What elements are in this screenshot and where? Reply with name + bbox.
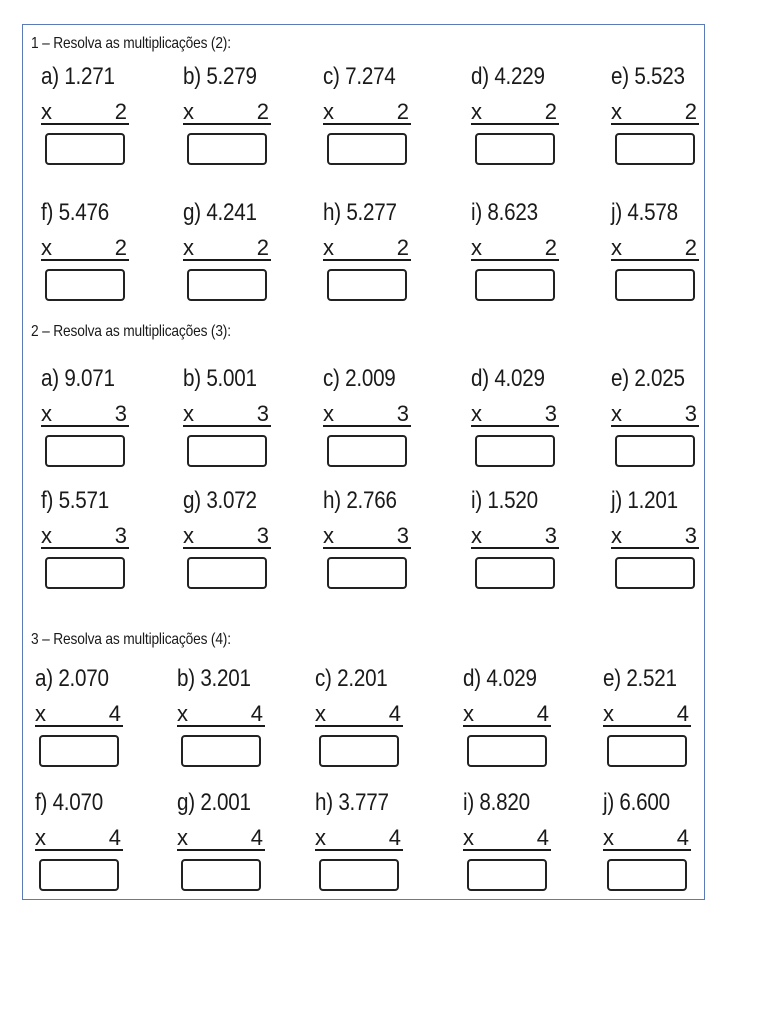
multiplier: 3 <box>256 523 269 548</box>
answer-box[interactable] <box>327 435 407 467</box>
problem-letter: g) <box>183 487 201 514</box>
multiplier: 4 <box>388 701 401 726</box>
problem-2-j <box>611 487 723 567</box>
problem-label <box>471 63 545 91</box>
problem-letter: c) <box>323 365 340 392</box>
problem-label <box>463 665 537 693</box>
operation-line <box>315 699 403 727</box>
problem-letter: j) <box>611 199 622 226</box>
operation-line <box>611 521 699 549</box>
problem-letter: g) <box>183 199 201 226</box>
multiplier: 2 <box>256 99 269 124</box>
answer-box[interactable] <box>607 859 687 891</box>
multiplier: 3 <box>396 523 409 548</box>
problem-number: 1.201 <box>627 487 678 514</box>
multiplier: 2 <box>114 99 127 124</box>
operation-line <box>323 233 411 261</box>
problem-label <box>603 789 670 817</box>
problem-2-d <box>471 365 583 445</box>
answer-box[interactable] <box>475 269 555 301</box>
problem-label <box>35 665 109 693</box>
problem-2-h <box>323 487 435 567</box>
multiplier: 4 <box>676 701 689 726</box>
problem-letter: b) <box>183 365 201 392</box>
times-sign: x <box>323 99 334 124</box>
problem-3-g <box>177 789 289 869</box>
answer-box[interactable] <box>475 557 555 589</box>
problem-letter: a) <box>35 665 53 692</box>
problem-letter: i) <box>471 199 482 226</box>
problem-letter: j) <box>603 789 614 816</box>
problem-number: 5.571 <box>58 487 109 514</box>
problem-number: 4.241 <box>206 199 257 226</box>
operation-line <box>611 233 699 261</box>
times-sign: x <box>471 401 482 426</box>
problem-letter: b) <box>177 665 195 692</box>
operation-line <box>41 521 129 549</box>
problem-label <box>183 487 257 515</box>
answer-box[interactable] <box>615 133 695 165</box>
multiplier: 2 <box>396 235 409 260</box>
problem-3-c <box>315 665 427 745</box>
times-sign: x <box>323 523 334 548</box>
problem-label <box>611 365 685 393</box>
problem-label <box>611 63 685 91</box>
section-3-title: 3 – Resolva as multiplicações (4): <box>31 631 231 648</box>
multiplier: 4 <box>388 825 401 850</box>
problem-1-c <box>323 63 435 143</box>
operation-line <box>177 823 265 851</box>
problem-letter: e) <box>611 365 629 392</box>
problem-number: 8.623 <box>487 199 538 226</box>
times-sign: x <box>41 99 52 124</box>
multiplier: 4 <box>676 825 689 850</box>
times-sign: x <box>183 99 194 124</box>
problem-2-b <box>183 365 295 445</box>
problem-number: 5.523 <box>634 63 685 90</box>
operation-line <box>603 699 691 727</box>
problem-letter: e) <box>611 63 629 90</box>
problem-number: 3.201 <box>200 665 251 692</box>
answer-box[interactable] <box>607 735 687 767</box>
problem-1-b <box>183 63 295 143</box>
operation-line <box>611 399 699 427</box>
operation-line <box>463 823 551 851</box>
problem-1-e <box>611 63 723 143</box>
problem-number: 1.520 <box>487 487 538 514</box>
problem-label <box>471 365 545 393</box>
answer-box[interactable] <box>615 269 695 301</box>
operation-line <box>471 521 559 549</box>
multiplier: 3 <box>684 401 697 426</box>
times-sign: x <box>471 99 482 124</box>
operation-line <box>611 97 699 125</box>
problem-label <box>41 199 109 227</box>
times-sign: x <box>323 235 334 260</box>
problem-1-f <box>41 199 153 279</box>
problem-letter: f) <box>41 487 54 514</box>
times-sign: x <box>41 235 52 260</box>
problem-number: 4.578 <box>627 199 678 226</box>
problem-letter: e) <box>603 665 621 692</box>
problem-label <box>177 665 251 693</box>
operation-line <box>41 399 129 427</box>
operation-line <box>35 699 123 727</box>
times-sign: x <box>35 825 46 850</box>
answer-box[interactable] <box>327 269 407 301</box>
problem-label <box>183 63 257 91</box>
multiplier: 3 <box>684 523 697 548</box>
problem-label <box>41 487 109 515</box>
operation-line <box>183 521 271 549</box>
answer-box[interactable] <box>319 859 399 891</box>
times-sign: x <box>177 825 188 850</box>
problem-letter: a) <box>41 63 59 90</box>
problem-number: 8.820 <box>479 789 530 816</box>
problem-number: 4.070 <box>52 789 103 816</box>
problem-number: 9.071 <box>64 365 115 392</box>
problem-number: 2.201 <box>337 665 388 692</box>
times-sign: x <box>611 401 622 426</box>
problem-number: 4.029 <box>494 365 545 392</box>
answer-box[interactable] <box>39 859 119 891</box>
times-sign: x <box>35 701 46 726</box>
times-sign: x <box>603 701 614 726</box>
operation-line <box>183 399 271 427</box>
problem-1-h <box>323 199 435 279</box>
multiplier: 2 <box>544 99 557 124</box>
problem-1-j <box>611 199 723 279</box>
problem-label <box>183 365 257 393</box>
problem-label <box>315 789 389 817</box>
times-sign: x <box>41 401 52 426</box>
problem-label <box>463 789 530 817</box>
problem-2-g <box>183 487 295 567</box>
answer-box[interactable] <box>615 435 695 467</box>
problem-letter: h) <box>323 199 341 226</box>
problem-3-f <box>35 789 147 869</box>
worksheet <box>22 24 705 900</box>
times-sign: x <box>611 99 622 124</box>
problem-label <box>323 199 397 227</box>
problem-label <box>323 487 397 515</box>
section-1-title: 1 – Resolva as multiplicações (2): <box>31 35 231 52</box>
multiplier: 2 <box>114 235 127 260</box>
problem-letter: b) <box>183 63 201 90</box>
problem-letter: h) <box>323 487 341 514</box>
problem-label <box>35 789 103 817</box>
multiplier: 2 <box>396 99 409 124</box>
problem-letter: d) <box>471 365 489 392</box>
problem-label <box>41 365 115 393</box>
problem-number: 1.271 <box>64 63 115 90</box>
problem-label <box>323 63 396 91</box>
answer-box[interactable] <box>45 435 125 467</box>
answer-box[interactable] <box>45 269 125 301</box>
multiplier: 4 <box>250 825 263 850</box>
multiplier: 2 <box>684 99 697 124</box>
times-sign: x <box>603 825 614 850</box>
operation-line <box>41 233 129 261</box>
problem-label <box>611 199 678 227</box>
problem-2-i <box>471 487 583 567</box>
problem-label <box>471 199 538 227</box>
times-sign: x <box>183 401 194 426</box>
times-sign: x <box>177 701 188 726</box>
multiplier: 4 <box>108 825 121 850</box>
operation-line <box>323 399 411 427</box>
problem-letter: i) <box>471 487 482 514</box>
problem-3-a <box>35 665 147 745</box>
multiplier: 2 <box>684 235 697 260</box>
answer-box[interactable] <box>467 735 547 767</box>
problem-number: 2.025 <box>634 365 685 392</box>
times-sign: x <box>471 235 482 260</box>
problem-label <box>41 63 115 91</box>
problem-letter: h) <box>315 789 333 816</box>
answer-box[interactable] <box>181 735 261 767</box>
multiplier: 3 <box>114 401 127 426</box>
operation-line <box>35 823 123 851</box>
answer-box[interactable] <box>327 557 407 589</box>
problem-label <box>471 487 538 515</box>
problem-letter: d) <box>463 665 481 692</box>
times-sign: x <box>315 701 326 726</box>
times-sign: x <box>463 825 474 850</box>
problem-number: 6.600 <box>619 789 670 816</box>
problem-number: 2.009 <box>345 365 396 392</box>
times-sign: x <box>183 235 194 260</box>
problem-number: 2.521 <box>626 665 677 692</box>
multiplier: 3 <box>114 523 127 548</box>
answer-box[interactable] <box>475 435 555 467</box>
problem-1-a <box>41 63 153 143</box>
section-2-title: 2 – Resolva as multiplicações (3): <box>31 323 231 340</box>
operation-line <box>471 97 559 125</box>
operation-line <box>323 97 411 125</box>
problem-number: 4.029 <box>486 665 537 692</box>
answer-box[interactable] <box>327 133 407 165</box>
problem-letter: g) <box>177 789 195 816</box>
operation-line <box>323 521 411 549</box>
problem-label <box>183 199 257 227</box>
problem-number: 2.070 <box>58 665 109 692</box>
multiplier: 4 <box>108 701 121 726</box>
multiplier: 3 <box>256 401 269 426</box>
problem-number: 3.777 <box>338 789 389 816</box>
times-sign: x <box>315 825 326 850</box>
problem-number: 5.277 <box>346 199 397 226</box>
problem-3-d <box>463 665 575 745</box>
problem-3-e <box>603 665 715 745</box>
times-sign: x <box>183 523 194 548</box>
answer-box[interactable] <box>187 133 267 165</box>
operation-line <box>471 399 559 427</box>
multiplier: 4 <box>250 701 263 726</box>
answer-box[interactable] <box>187 435 267 467</box>
problem-label <box>323 365 396 393</box>
problem-3-h <box>315 789 427 869</box>
times-sign: x <box>41 523 52 548</box>
operation-line <box>41 97 129 125</box>
problem-number: 2.766 <box>346 487 397 514</box>
problem-1-i <box>471 199 583 279</box>
problem-number: 5.001 <box>206 365 257 392</box>
problem-1-d <box>471 63 583 143</box>
problem-number: 3.072 <box>206 487 257 514</box>
operation-line <box>471 233 559 261</box>
answer-box[interactable] <box>181 859 261 891</box>
times-sign: x <box>463 701 474 726</box>
operation-line <box>463 699 551 727</box>
times-sign: x <box>611 523 622 548</box>
problem-3-j <box>603 789 715 869</box>
multiplier: 4 <box>536 701 549 726</box>
problem-number: 4.229 <box>494 63 545 90</box>
problem-letter: i) <box>463 789 474 816</box>
problem-label <box>177 789 251 817</box>
problem-1-g <box>183 199 295 279</box>
answer-box[interactable] <box>475 133 555 165</box>
times-sign: x <box>471 523 482 548</box>
answer-box[interactable] <box>615 557 695 589</box>
multiplier: 4 <box>536 825 549 850</box>
multiplier: 2 <box>544 235 557 260</box>
problem-letter: a) <box>41 365 59 392</box>
answer-box[interactable] <box>187 557 267 589</box>
problem-number: 2.001 <box>200 789 251 816</box>
problem-letter: c) <box>315 665 332 692</box>
answer-box[interactable] <box>45 557 125 589</box>
problem-label <box>315 665 388 693</box>
times-sign: x <box>611 235 622 260</box>
operation-line <box>315 823 403 851</box>
problem-3-i <box>463 789 575 869</box>
operation-line <box>183 97 271 125</box>
problem-number: 7.274 <box>345 63 396 90</box>
multiplier: 2 <box>256 235 269 260</box>
problem-letter: j) <box>611 487 622 514</box>
problem-3-b <box>177 665 289 745</box>
problem-number: 5.476 <box>58 199 109 226</box>
problem-letter: f) <box>41 199 54 226</box>
problem-number: 5.279 <box>206 63 257 90</box>
problem-letter: d) <box>471 63 489 90</box>
answer-box[interactable] <box>39 735 119 767</box>
multiplier: 3 <box>544 523 557 548</box>
answer-box[interactable] <box>45 133 125 165</box>
problem-2-a <box>41 365 153 445</box>
problem-letter: c) <box>323 63 340 90</box>
problem-2-e <box>611 365 723 445</box>
problem-letter: f) <box>35 789 48 816</box>
problem-2-f <box>41 487 153 567</box>
operation-line <box>177 699 265 727</box>
answer-box[interactable] <box>467 859 547 891</box>
answer-box[interactable] <box>319 735 399 767</box>
times-sign: x <box>323 401 334 426</box>
problem-label <box>611 487 678 515</box>
operation-line <box>603 823 691 851</box>
multiplier: 3 <box>396 401 409 426</box>
problem-2-c <box>323 365 435 445</box>
multiplier: 3 <box>544 401 557 426</box>
answer-box[interactable] <box>187 269 267 301</box>
problem-label <box>603 665 677 693</box>
operation-line <box>183 233 271 261</box>
